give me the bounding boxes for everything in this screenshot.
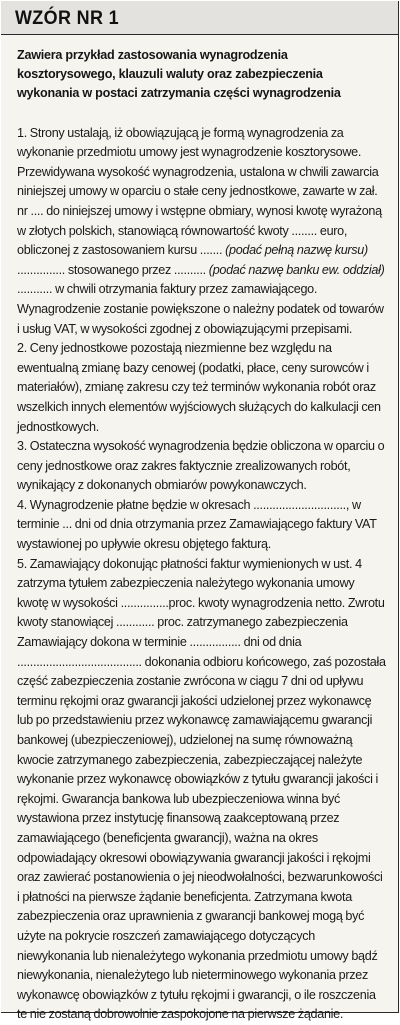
paragraph-2: 2. Ceny jednostkowe pozostają niezmienne bez względu na ewentualną zmianę bazy cenowej (podatki, płace, ceny surowców i materiałów), zmianę zakresu czy też terminów wykonania robót oraz wszelkich innych elementów wyjściowych służących do kalkulacji cen jednostkowych.	[17, 341, 381, 434]
lead-summary: Zawiera przykład zastosowania wynagrodzenia kosztorysowego, klauzuli waluty oraz zabezpieczenia wykonania w postaci zatrzymania części wynagrodzenia	[17, 48, 341, 101]
box-title: WZÓR NR 1	[15, 7, 119, 29]
paragraph-1-text-e: ........... w chwili otrzymania faktury przez zamawiającego. Wynagrodzenie zostanie powiększone o należny podatek od towarów i usług VAT, w wysokości zgodnej z obowiązującymi przepisami.	[17, 282, 384, 336]
paragraph-1-text-a: 1. Strony ustalają, iż obowiązującą je formą wynagrodzenia za wykonanie przedmiotu umowy jest wynagrodzenie kosztorysowe. Przewidywana wysokość wynagrodzenia, ustalona w chwili zawarcia niniejszej umowy w oparciu o stałe ceny jednostkowe, zawarte w zał. nr .... do niniejszej umowy i wstępne obmiary, wynosi kwotę wyrażoną w złotych polskich, stanowiącą równowartość kwoty ........ euro, obliczonej z zastosowaniem kursu .......	[17, 125, 382, 258]
document-body	[17, 124, 386, 1025]
paragraph-4: 4. Wynagrodzenie płatne będzie w okresach ............................., w terminie ... dni od dnia otrzymania przez Zamawiającego faktury VAT wystawionej po upływie okresu objętego fakturą.	[17, 497, 377, 552]
paragraph-3: 3. Ostateczna wysokość wynagrodzenia będzie obliczona w oparciu o ceny jednostkowe oraz zakres faktycznie zrealizowanych robót, wynikający z dokonanych obmiarów powykonawczych.	[17, 439, 385, 493]
paragraph-5: 5. Zamawiający dokonując płatności faktur wymienionych w ust. 4 zatrzyma tytułem zabezpieczenia należytego wykonania umowy kwotę w wysokości ...............proc. kwoty wynagrodzenia netto. Zwrotu kwoty stanowiącej ............ proc. zatrzymanego zabezpieczenia Zamawiający dokona w terminie ................ dni od dnia ....................................... dokonania odbioru końcowego, zaś pozostała część zabezpieczenia zostanie zwrócona w ciągu 7 dni od upływu terminu rękojmi oraz gwarancji jakości udzielonej przez wykonawcę lub po przedstawieniu przez wykonawcę zamawiającemu gwarancji bankowej (ubezpieczeniowej), udzielonej na sumę równoważną kwocie zatrzymanego zabezpieczenia, zabezpieczającej należyte wykonanie przez wykonawcę obowiązków z tytułu gwarancji jakości i rękojmi. Gwarancja bankowa lub ubezpieczeniowa winna być wystawiona przez instytucję finansową zaakceptowaną przez zamawiającego (beneficjenta gwarancji), ważna na okres odpowiadający okresowi obowiązywania gwarancji jakości i rękojmi oraz zawierać postanowienia o jej nieodwołalności, bezwarunkowości i płatności na pierwsze żądanie beneficjenta. Zatrzymana kwota zabezpieczenia oraz uprawnienia z gwarancji bankowej mogą być użyte na pokrycie roszczeń zamawiającego dotyczących niewykonania lub nienależytego wykonania przedmiotu umowy bądź niewykonania, nienależytego lub nieterminowego wykonania przez wykonawcę obowiązków z tytułu rękojmi i gwarancji, o ile roszczenia te nie zostaną dobrowolnie zaspokojone na pierwsze żądanie.	[17, 556, 386, 1022]
paragraph-1	[17, 124, 386, 340]
sample-box	[1, 1, 399, 1022]
paragraph-1-text-c: ............... stosowanego przez ..........	[17, 262, 209, 277]
paragraph-1-italic-bank: (podać nazwę banku ew. oddział)	[208, 262, 385, 277]
paragraph-1-italic-rate: (podać pełną nazwę kursu)	[225, 243, 368, 258]
box-header	[1, 1, 398, 35]
